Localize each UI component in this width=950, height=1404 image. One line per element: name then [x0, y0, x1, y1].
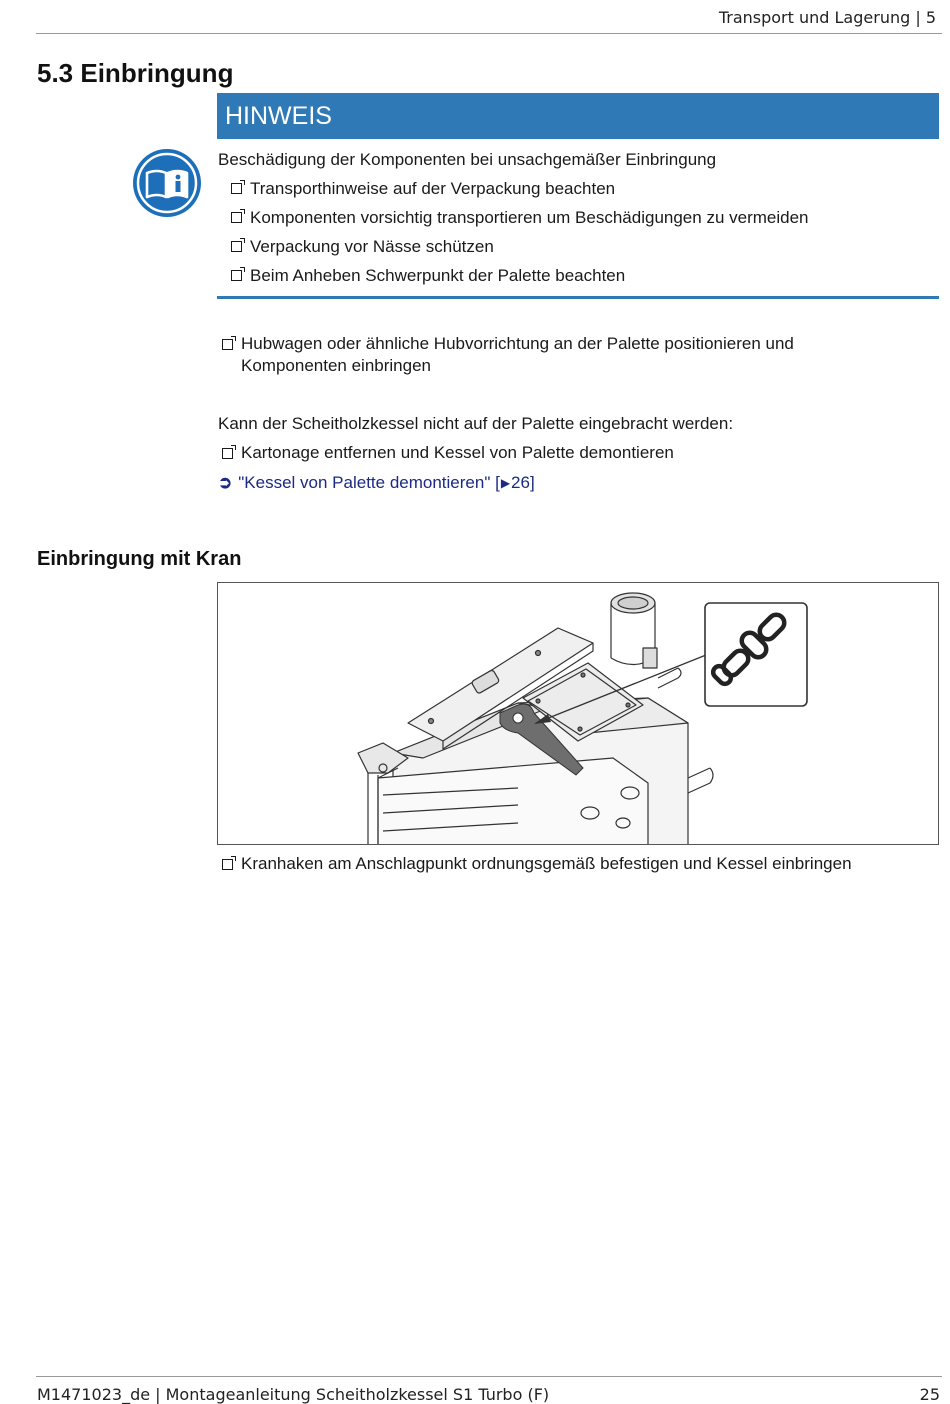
checkbox-icon — [222, 339, 233, 350]
link-text[interactable]: "Kessel von Palette demontieren" [ — [238, 473, 500, 492]
info-manual-icon — [135, 151, 199, 215]
step-remove-carton — [222, 442, 674, 464]
step-pallet-truck — [222, 333, 794, 377]
notice-body — [217, 139, 939, 299]
notice-item — [217, 203, 939, 232]
notice-label: HINWEIS — [217, 93, 939, 139]
section-title: 5.3 Einbringung — [37, 58, 234, 88]
cross-reference-link[interactable] — [218, 472, 535, 494]
page-number: 25 — [919, 1385, 940, 1404]
notice-item — [217, 232, 939, 261]
notice-item — [217, 174, 939, 203]
arrow-right-icon: ➲ — [218, 473, 233, 492]
crane-lifting-illustration — [217, 582, 939, 845]
step-text: Kartonage entfernen und Kessel von Palette demontieren — [241, 443, 674, 462]
step-text: Kranhaken am Anschlagpunkt ordnungsgemäß befestigen und Kessel einbringen — [241, 854, 852, 873]
checkbox-icon — [231, 183, 242, 194]
notice-item — [217, 261, 939, 290]
notice-intro: Beschädigung der Komponenten bei unsachgemäßer Einbringung — [218, 150, 717, 169]
footer-doc: M1471023_de | Montageanleitung Scheitholzkessel S1 Turbo (F) — [37, 1385, 550, 1404]
link-page[interactable]: 26] — [511, 473, 535, 492]
notice-item-text: Komponenten vorsichtig transportieren um Beschädigungen zu vermeiden — [250, 208, 809, 227]
page-footer — [36, 1376, 942, 1404]
running-title: Transport und Lagerung | 5 — [718, 8, 936, 27]
running-header — [36, 0, 942, 34]
notice-item-text: Verpackung vor Nässe schützen — [250, 237, 494, 256]
step-text-line2: Komponenten einbringen — [241, 356, 431, 375]
checkbox-icon — [222, 448, 233, 459]
page-triangle-icon: ▶ — [500, 476, 511, 490]
checkbox-icon — [231, 241, 242, 252]
checkbox-icon — [222, 859, 233, 870]
subheading-crane: Einbringung mit Kran — [37, 548, 242, 570]
checkbox-icon — [231, 212, 242, 223]
notice-item-text: Transporthinweise auf der Verpackung beachten — [250, 179, 616, 198]
checkbox-icon — [231, 270, 242, 281]
step-text-line1: Hubwagen oder ähnliche Hubvorrichtung an der Palette positionieren und — [241, 334, 794, 353]
condition-text: Kann der Scheitholzkessel nicht auf der Palette eingebracht werden: — [218, 414, 734, 433]
notice-box — [217, 93, 939, 299]
step-crane — [222, 853, 852, 875]
notice-item-text: Beim Anheben Schwerpunkt der Palette beachten — [250, 266, 626, 285]
